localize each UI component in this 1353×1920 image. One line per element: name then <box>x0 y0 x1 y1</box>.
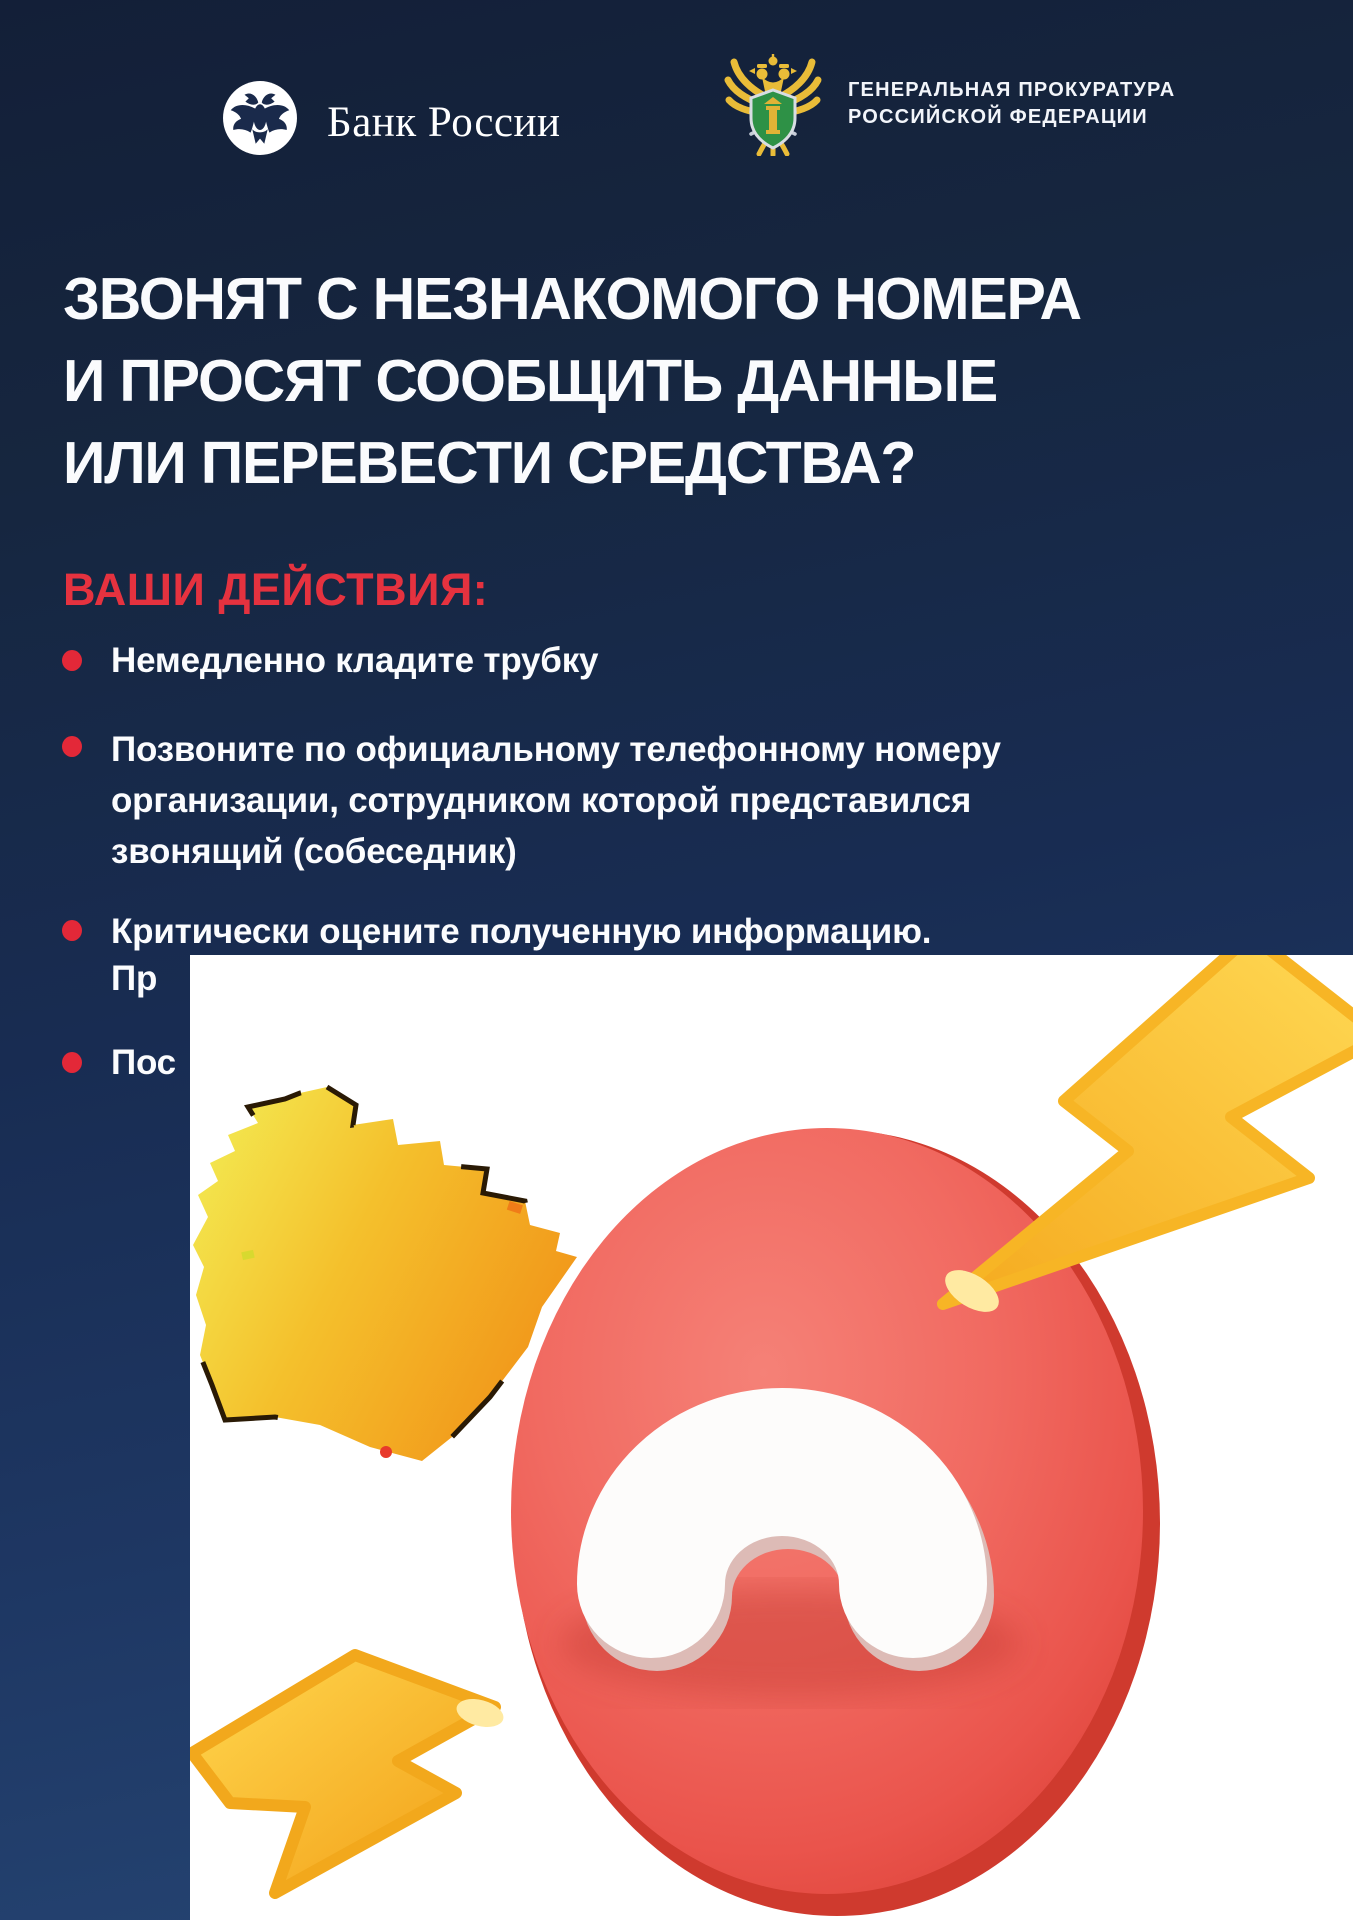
action-item-2-line3: звонящий (собеседник) <box>111 832 517 871</box>
prosecutor-title-line1: ГЕНЕРАЛЬНАЯ ПРОКУРАТУРА <box>848 79 1176 101</box>
glitched-yellow-shard <box>193 1087 577 1461</box>
bullet-dot <box>62 650 82 671</box>
bullet-dot <box>62 1052 82 1073</box>
action-item-3-line2-fragment: Пр <box>111 959 158 998</box>
poster-title-line3: ИЛИ ПЕРЕВЕСТИ СРЕДСТВА? <box>63 430 916 496</box>
prosecutor-title <box>848 77 1268 131</box>
lightning-bolt-bottom-left-icon <box>192 1655 507 1893</box>
poster-title-line1: ЗВОНЯТ С НЕЗНАКОМОГО НОМЕРА <box>63 266 1081 332</box>
action-item-2-line2: организации, сотрудником которой представился <box>111 781 972 820</box>
bank-of-russia-logo-icon <box>217 75 303 161</box>
action-item-2-line1: Позвоните по официальному телефонному номеру <box>111 730 1001 769</box>
action-item-1 <box>111 638 1161 684</box>
bank-of-russia-wordmark: Банк России <box>327 99 561 146</box>
prosecutor-title-line2: РОССИЙСКОЙ ФЕДЕРАЦИИ <box>848 106 1148 128</box>
bullet-dot <box>62 736 82 757</box>
action-item-4-line1-fragment: Пос <box>111 1043 176 1082</box>
poster-title-line2: И ПРОСЯТ СООБЩИТЬ ДАННЫЕ <box>63 348 997 414</box>
prosecutor-emblem-icon <box>722 54 824 158</box>
lightning-bolt-top-right-icon <box>938 955 1353 1320</box>
action-item-1-line1: Немедленно кладите трубку <box>111 641 599 680</box>
action-item-3-line1: Критически оцените полученную информацию. <box>111 912 932 951</box>
declined-call-illustration <box>190 955 1353 1920</box>
action-item-2 <box>111 724 1161 877</box>
bullet-dot <box>62 920 82 941</box>
poster-title <box>63 258 1183 504</box>
actions-heading: ВАШИ ДЕЙСТВИЯ: <box>63 564 489 615</box>
